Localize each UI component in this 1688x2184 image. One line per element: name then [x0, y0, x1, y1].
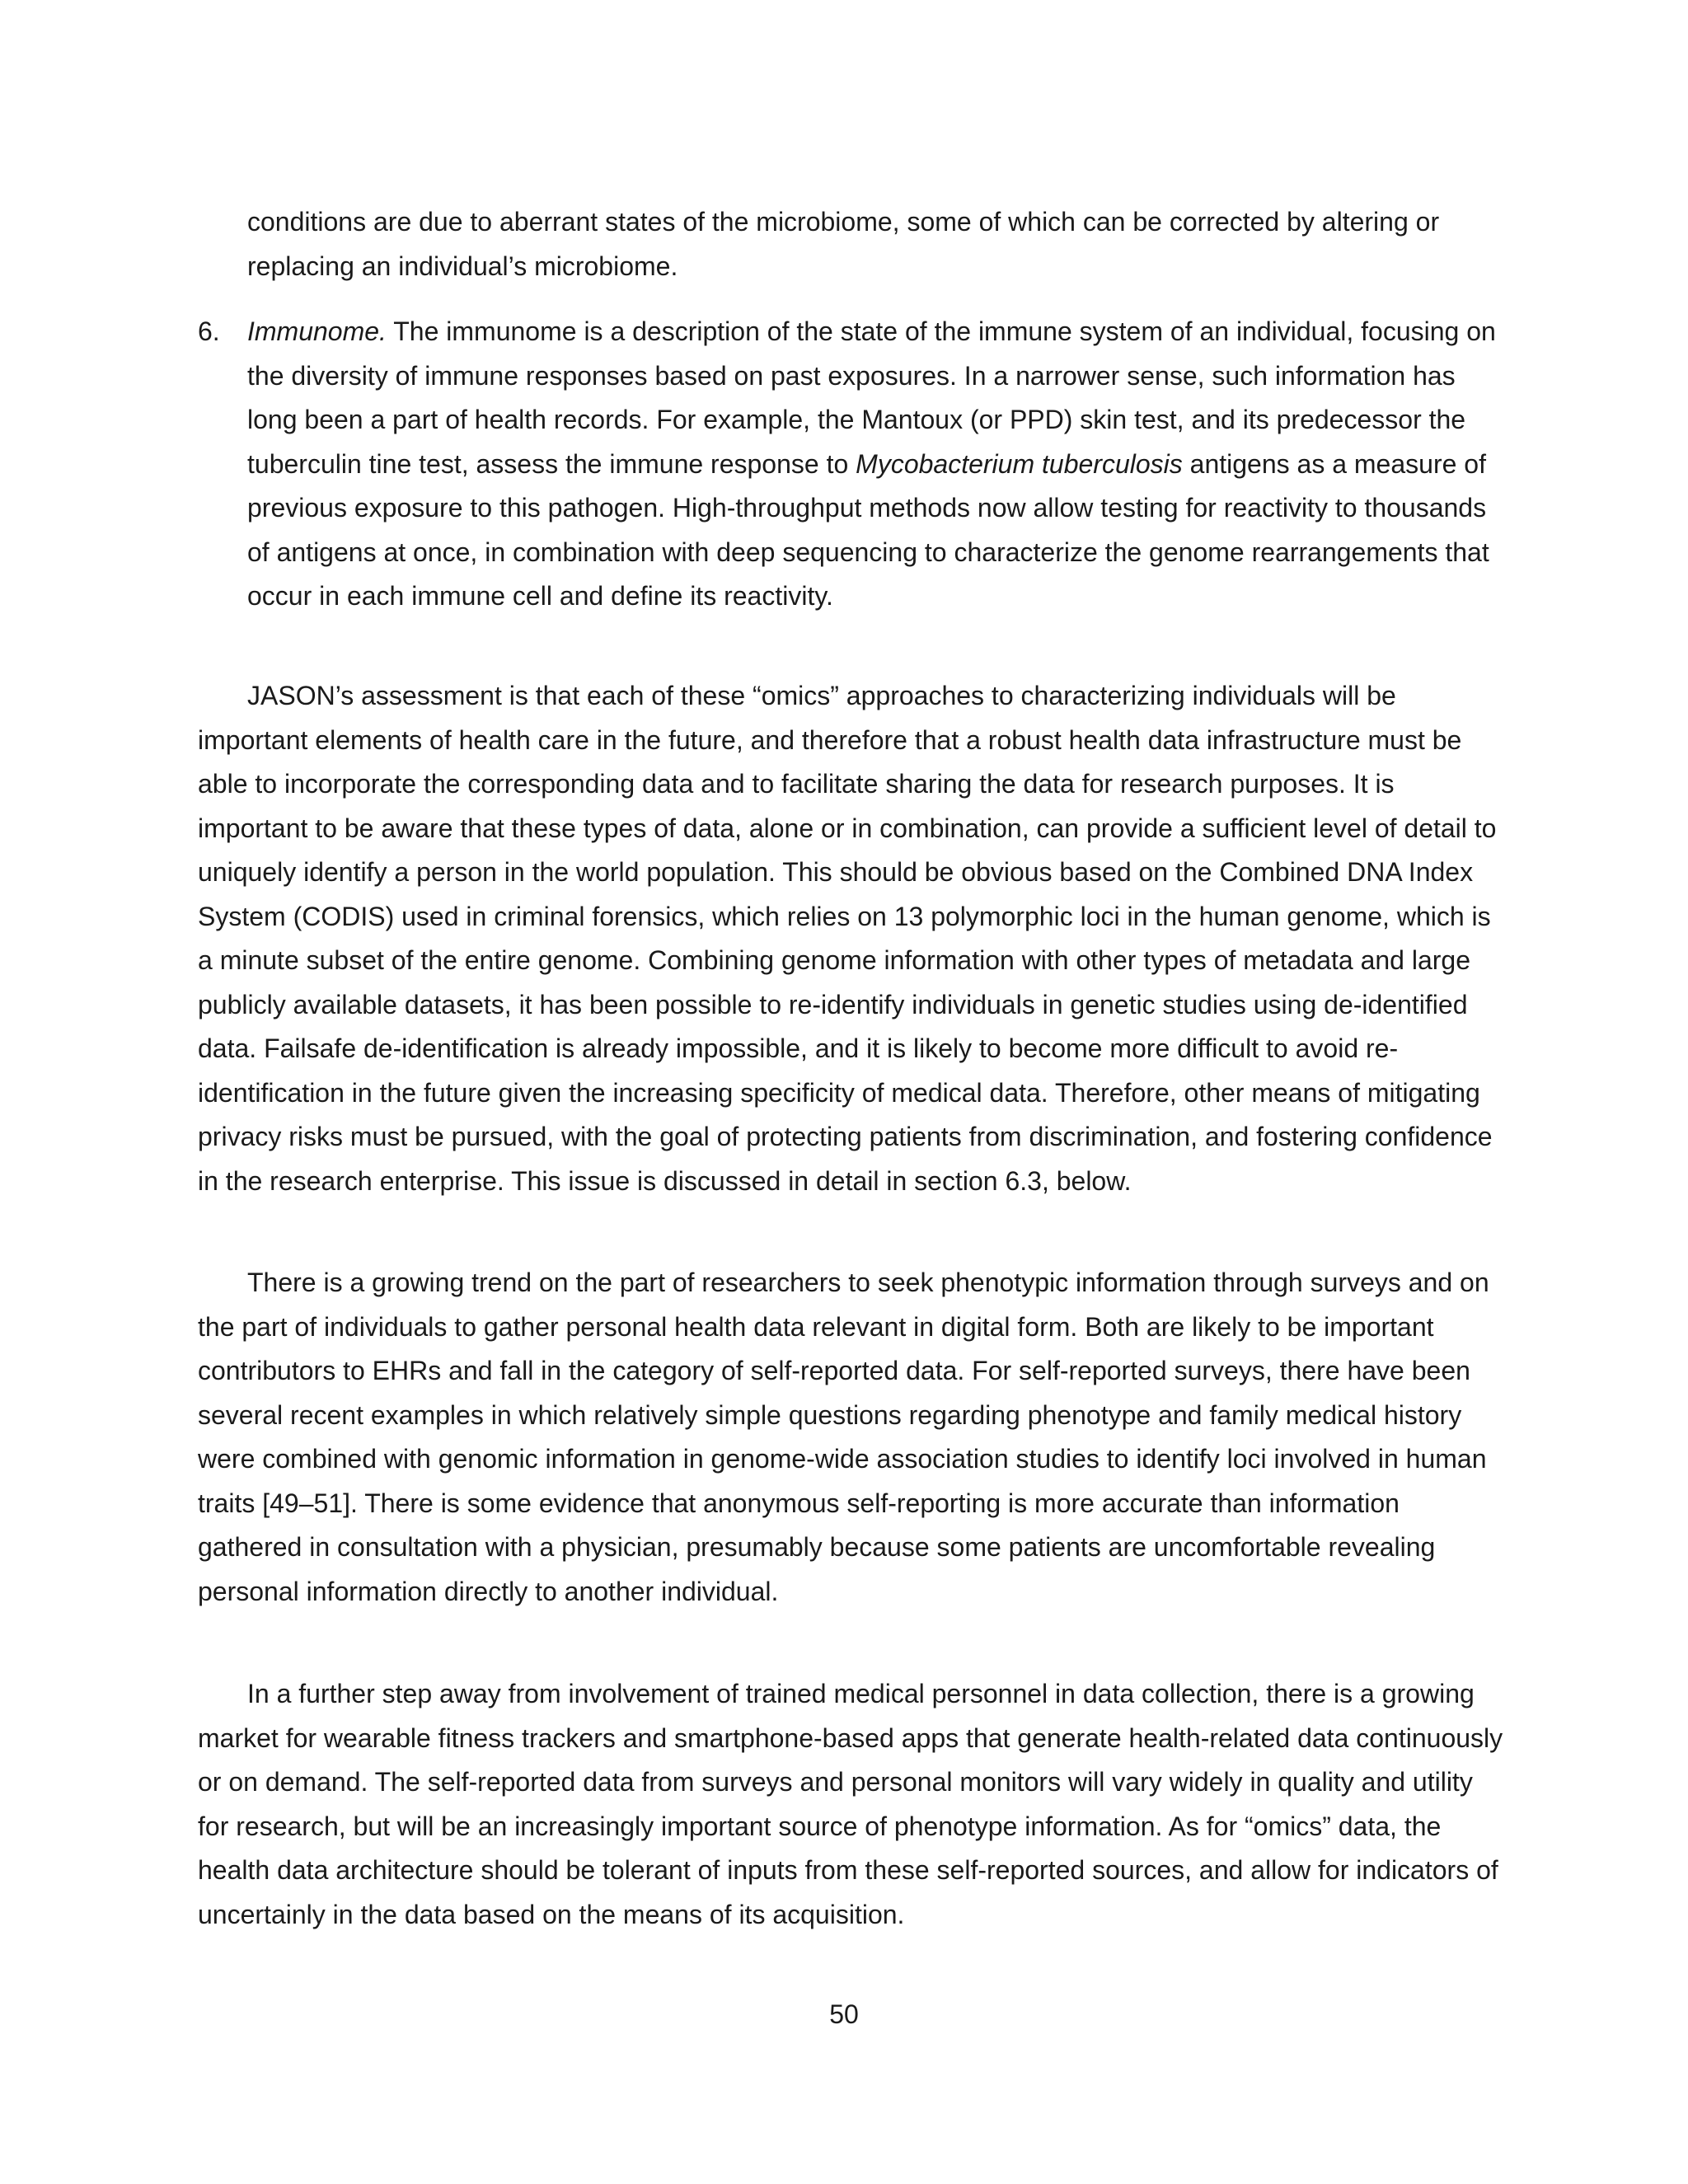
- paragraph-jason-assessment: JASON’s assessment is that each of these “omics” approaches to characterizing individuals will be important elements of health care in the future, and therefore that a robust health data infrastructure must be able to incorporate the corresponding data and to facilitate sharing the data for research purposes. It is important to be aware that these types of data, alone or in combination, can provide a sufficient level of detail to uniquely identify a person in the world population. This should be obvious based on the Combined DNA Index System (CODIS) used in criminal forensics, which relies on 13 polymorphic loci in the human genome, which is a minute subset of the entire genome. Combining genome information with other types of metadata and large publicly available datasets, it has been possible to re-identify individuals in genetic studies using de-identified data. Failsafe de-identification is already impossible, and it is likely to become more difficult to avoid re-identification in the future given the increasing specificity of medical data. Therefore, other means of mitigating privacy risks must be pursued, with the goal of protecting patients from discrimination, and fostering confidence in the research enterprise. This issue is discussed in detail in section 6.3, below.: [198, 681, 1497, 1196]
- list-item-immunome: [198, 310, 1508, 619]
- paragraph-wearable-trackers: In a further step away from involvement of trained medical personnel in data collection, there is a growing market for wearable fitness trackers and smartphone-based apps that generate health-related data continuously or on demand. The self-reported data from surveys and personal monitors will vary widely in quality and utility for research, but will be an increasingly important source of phenotype information. As for “omics” data, the health data architecture should be tolerant of inputs from these self-reported sources, and allow for indicators of uncertainly in the data based on the means of its acquisition.: [198, 1679, 1503, 1929]
- species-name: Mycobacterium tuberculosis: [856, 448, 1183, 479]
- list-item-body: [247, 310, 1508, 619]
- page-number: 50: [829, 1999, 859, 2029]
- paragraph-self-reported-surveys: There is a growing trend on the part of researchers to seek phenotypic information through surveys and on the part of individuals to gather personal health data relevant in digital form. Both are likely to be important contributors to EHRs and fall in the category of self-reported data. For self-reported surveys, there have been several recent examples in which relatively simple questions regarding phenotype and family medical history were combined with genomic information in genome-wide association studies to identify loci involved in human traits [49–51]. There is some evidence that anonymous self-reporting is more accurate than information gathered in consultation with a physician, presumably because some patients are uncomfortable revealing personal information directly to another individual.: [198, 1268, 1489, 1606]
- list-item-term: Immunome.: [247, 316, 387, 346]
- list-item-text-a: The immunome is a description of the state of the immune system of an individual, focusing on the diversity of immune responses based on past exposures. In a narrower sense, such information has long been a part of health records. For example, the Mantoux (or PPD) skin test, and its predecessor the tuberculin tine test, assess the immune response to: [247, 316, 1496, 479]
- list-item-text-b: antigens as a measure of previous exposure to this pathogen. High-throughput methods now allow testing for reactivity to thousands of antigens at once, in combination with deep sequencing to characterize the genome rearrangements that occur in each immune cell and define its reactivity.: [247, 448, 1489, 611]
- list-number: 6.: [198, 316, 220, 346]
- continuation-paragraph: conditions are due to aberrant states of the microbiome, some of which can be corrected by altering or replacing an individual’s microbiome.: [247, 207, 1440, 281]
